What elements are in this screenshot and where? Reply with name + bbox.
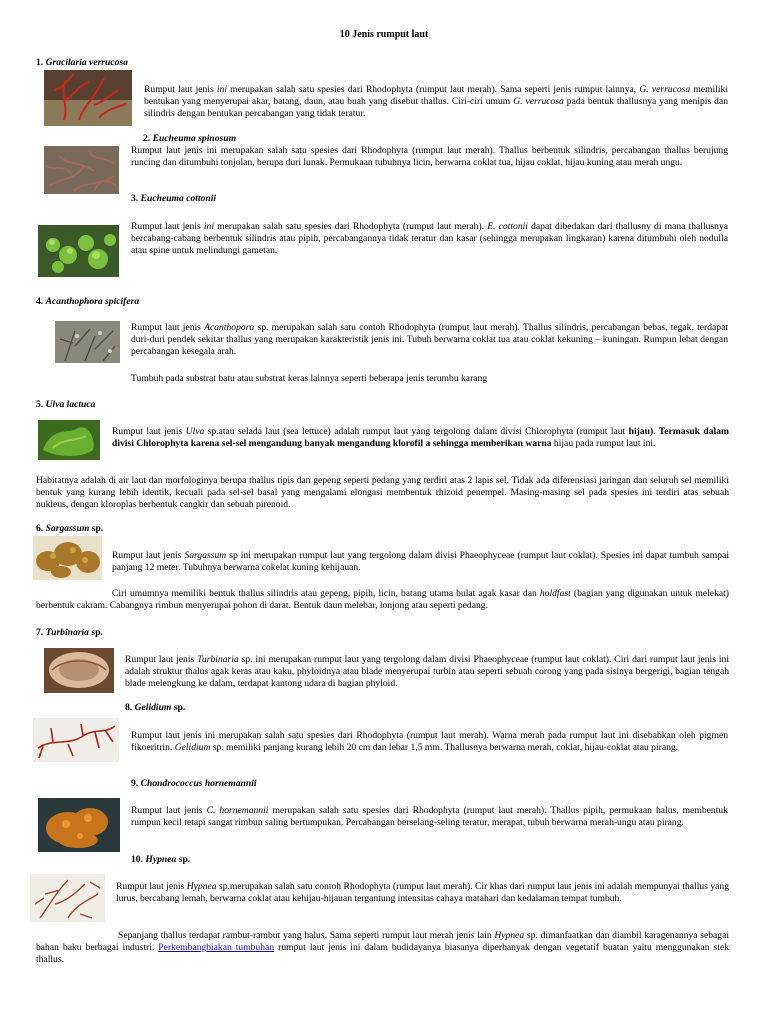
- species-description-6: Rumput laut jenis Sargassum sp ini merupakan rumput laut yang tergolong dalam divisi Phaeophyceae (rumput laut coklat). Spesies ini dapat tumbuh sampai panjang 12 meter. Tubuhnya berwarna cokelat kuning kehijauan.: [112, 550, 729, 573]
- species-number: 10.: [131, 854, 143, 865]
- species-heading-2: [143, 133, 236, 145]
- species-number: 8.: [125, 702, 133, 713]
- species-description-10: Rumput laut jenis Hypnea sp.merupakan salah satu contoh Rhodophyta (rumput laut merah). Cir khas dari rumput laut jenis ini adalah mempunyai thallus yang lurus, bercabang lemah, berwarna coklat atau kehijau-hijauan tergantung intensitas cahaya matahari dan kedalaman tempat tumbuh.: [116, 881, 729, 904]
- species-number: 9.: [131, 778, 139, 789]
- orange-chondrococcus-photo: [38, 798, 120, 852]
- species-description-8: Rumput laut jenis ini merupakan salah satu spesies dari Rhodophyta (rumput laut merah). Warna merah pada rumput laut ini disebabkan oleh pigmen fikoeritrin. Gelidium sp. memiliki panjang kurang lebih 20 cm dan lebar 1,5 mm. Thallusnya berwarna merah, coklat, hijau-coklat atau pirang.: [131, 730, 728, 753]
- species-name: Sargassum: [45, 523, 90, 534]
- red-gelidium-photo: [33, 718, 119, 762]
- species-description-3: Rumput laut jenis ini merupakan salah satu spesies dari Rhodophyta (rumput laut merah). E. cottonii dapat dibedakan dari thallusny di mana thallusnya bercabang-cabang berbentuk silindris atau pipih, percabangannya tidak teratur dan kasar (sehingga merupakan lingkaran) karena ditumbuhi oleh nodulla atau spine untuk melindungi gametan.: [131, 221, 728, 256]
- species-name: Eucheuma cottonii: [140, 193, 217, 204]
- grey-branching-seaweed-photo: [55, 321, 120, 363]
- species-name: Hypnea: [145, 854, 177, 865]
- species-name: Ulva lactuca: [45, 399, 96, 410]
- species-name: Chondrococcus hornemannii: [140, 778, 257, 789]
- species-description-2: Rumput laut jenis ini merupakan salah satu spesies dari Rhodophyta (rumput laut merah). Thallus berbentuk silindris, percabangan thallus berujung runcing dan ditumbuhi tonjolan, berupa duri lunak. Permukaan tubuhnya licin, berwarna coklat tua, hijau coklat, hijau kuning atau merah ungu.: [131, 145, 728, 168]
- species-suffix: sp.: [88, 627, 103, 638]
- species-name: Eucheuma spinosum: [152, 133, 237, 144]
- species-heading-3: [131, 193, 216, 205]
- closing-text: Sepanjang thallus terdapat rambut-rambut yang halus. Sama seperti rumput laut merah jenis lain Hypnea sp. dimanfaatkan dan diambil karagenannya sebagai bahan baku berbagai industri.: [36, 930, 729, 953]
- species-number: 3.: [131, 193, 139, 204]
- red-seaweed-photo: [44, 70, 132, 126]
- species-heading-9: [131, 778, 257, 790]
- species-description-7: Rumput laut jenis Turbinaria sp. ini merupakan rumput laut yang tergolong dalam divisi Phaeophyceae (rumput laut coklat). Ciri dari rumput laut jenis ini adalah struktur thalus agak keras atau kaku, phyloidnya atau blade menyerupai turbin atau seperti sebuah corong yang pada sisinya bergerigi, bagian tengah blade melengkung ke dalam, terdapat kantong udara di bagian phyloid.: [125, 654, 729, 689]
- species-heading-5: [36, 399, 95, 411]
- species-heading-4: [36, 296, 139, 308]
- species-number: 6.: [36, 523, 44, 534]
- perkembangbiakan-link[interactable]: Perkembangbiakan tumbuhan: [158, 942, 275, 953]
- species-description-9: Rumput laut jenis C. hornemannii merupakan salah satu spesies dari Rhodophyta (rumput laut merah). Thallus pipih, permukaan halus, membentuk rumpun kecil tetapi sangat rimbun saling bertumpukan. Percabangan berselang-seling teratur, merapat, tubuh berwarna merah-ungu atau pirang.: [131, 805, 728, 828]
- species-number: 4.: [36, 296, 44, 307]
- species-suffix: sp.: [171, 702, 186, 713]
- species-description-1: Rumput laut jenis ini merupakan salah satu spesies dari Rhodophyta (rumput laut merah). Sama seperti jenis rumput lainnya, G. verrucosa memiliki bentukan yang menyerupai akar, batang, daun, atau buah yang disebut thallus. Ciri-ciri umum G. verrucosa pada bentuk thallusnya yang menipis dan silindris dengan bentukan percabangan yang tidak teratur.: [144, 84, 728, 119]
- species-number: 5.: [36, 399, 44, 410]
- species-heading-10: [131, 854, 190, 866]
- closing-paragraph: [36, 930, 729, 966]
- species-suffix: sp.: [89, 523, 104, 534]
- species-number: 2.: [143, 133, 151, 144]
- green-sea-lettuce-photo: [38, 420, 100, 460]
- species-habitat-5: Habitatnya adalah di air laut dan morfologinya berupa thallus tipis dan gepeng seperti pedang yang terdiri atas 2 lapis sel. Tidak ada diferensiasi jaringan dan seluruh sel memiliki bentuk yang kurang lebih identik, kecuali pada sel-sel basal yang mengalami elongasi membentuk rhizoid penempel. Masing-masing sel pada spesies ini terdiri atas sebuah nukleus, dengan kloroplas berbentuk cangkir dan sebuah pirenoid.: [36, 475, 729, 510]
- green-seaweed-photo: [38, 225, 119, 277]
- species-heading-1: [36, 57, 128, 69]
- page-title: 10 Jenis rumput laut: [339, 29, 429, 40]
- brown-hypnea-photo: [30, 874, 105, 922]
- closing-text-end: rumput laut jenis ini dalam budidayanya biasanya diperbanyak dengan vegetatif buatan yaitu menggunakan stek thallus.: [36, 942, 730, 965]
- species-number: 1.: [36, 57, 44, 68]
- species-habitat-4: Tumbuh pada substrat batu atau substrat keras lainnya seperti beberapa jenis terumbu karang: [131, 373, 488, 384]
- species-description-4: Rumput laut jenis Acanthopora sp. merupakan salah satu contoh Rhodophyta (rumput laut merah). Thallus silindris, percabangan bebas, tegak, terdapat duri-duri pendek sekitar thallus yang merupakan karakteristik jenis ini. Tubuh berwarna coklat tua atau coklat kekuning – kuningan. Rumpun lebat dengan percabangan kesegala arah.: [131, 322, 728, 357]
- species-characteristics-6: Ciri umumnya memiliki bentuk thallus silindris atau gepeng, pipih, licin, batang utama bulat agak kasar dan holdfast (bagian yang digunakan untuk melekat) berbentuk cakram. Cabangnya rimbun menyerupai pohon di darat. Bentuk daun melebar, lonjong atau seperti pedang.: [36, 588, 729, 611]
- brown-turbinaria-photo: [44, 648, 114, 693]
- brown-sargassum-photo: [33, 536, 102, 580]
- species-name: Gracilaria verrucosa: [45, 57, 128, 68]
- species-heading-8: [125, 702, 185, 714]
- brown-branching-seaweed-photo: [44, 146, 119, 194]
- species-heading-7: [36, 627, 103, 639]
- species-suffix: sp.: [176, 854, 191, 865]
- species-number: 7.: [36, 627, 44, 638]
- species-name: Acanthophora spicifera: [45, 296, 140, 307]
- species-description-5: Rumput laut jenis Ulva sp.atau selada laut (sea lettuce) adalah rumput laut yang tergolong dalam divisi Chlorophyta (rumput laut hijau). Termasuk dalam divisi Chlorophyta karena sel-sel mengandung banyak mengandung klorofil a sehingga memberikan warna hijau pada rumput laut ini.: [112, 426, 729, 449]
- species-name: Turbinaria: [45, 627, 89, 638]
- species-name: Gelidium: [134, 702, 172, 713]
- species-heading-6: [36, 523, 103, 535]
